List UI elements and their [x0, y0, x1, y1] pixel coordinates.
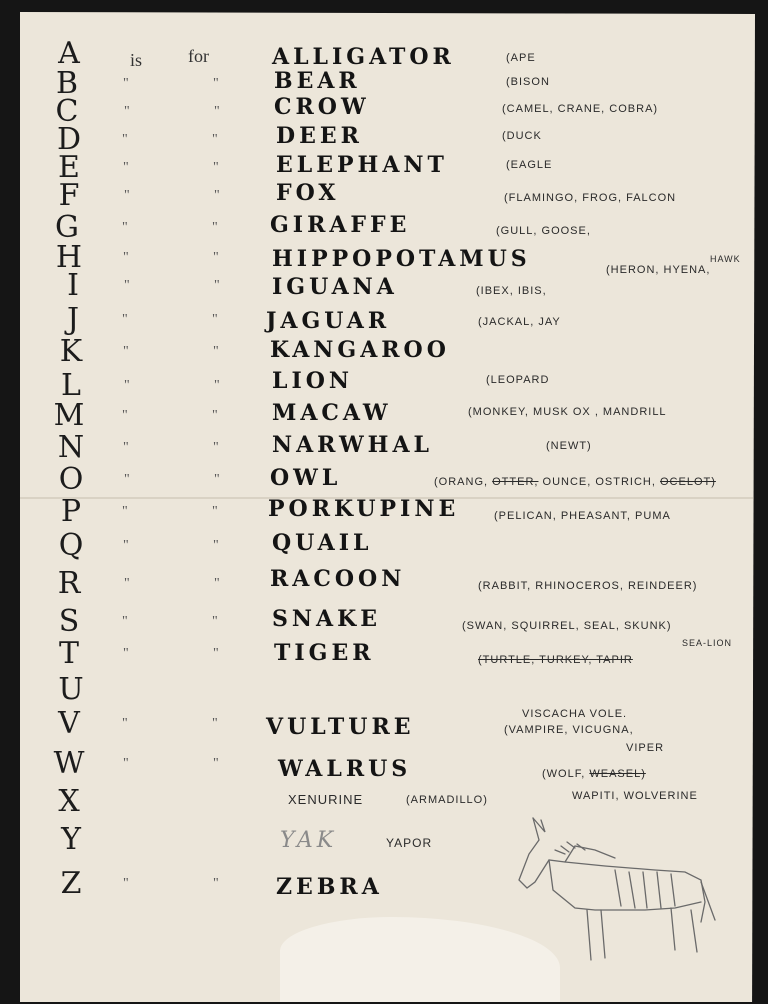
- ditto-mark: ": [122, 716, 128, 731]
- ditto-mark: ": [214, 278, 220, 293]
- ditto-mark: ": [122, 614, 128, 629]
- ditto-mark: ": [123, 538, 129, 553]
- ditto-mark: ": [123, 344, 129, 359]
- note-r: (RABBIT, RHINOCEROS, REINDEER): [478, 580, 698, 592]
- animal-vulture: VULTURE: [266, 714, 415, 740]
- letter-x: X: [58, 784, 80, 819]
- animal-elephant: ELEPHANT: [276, 152, 448, 178]
- ditto-mark: ": [123, 440, 129, 455]
- animal-jaguar: JAGUAR: [266, 308, 391, 334]
- letter-f: F: [58, 178, 80, 213]
- ditto-mark: ": [212, 716, 218, 731]
- ditto-mark: ": [214, 104, 220, 119]
- ditto-mark: ": [122, 132, 128, 147]
- ditto-mark: ": [122, 408, 128, 423]
- animal-alligator: ALLIGATOR: [272, 44, 455, 70]
- letter-j: J: [66, 302, 80, 337]
- animal-bear: BEAR: [274, 68, 361, 94]
- ditto-mark: ": [214, 378, 220, 393]
- ditto-mark: ": [213, 250, 219, 265]
- animal-kangaroo: KANGAROO: [270, 337, 450, 363]
- for-label: for: [188, 46, 209, 66]
- letter-a: A: [58, 36, 80, 71]
- ditto-mark: ": [123, 646, 129, 661]
- letter-z: Z: [60, 866, 82, 901]
- note-v-top: VISCACHA VOLE.: [522, 708, 628, 720]
- ditto-mark: ": [123, 160, 129, 175]
- animal-iguana: IGUANA: [272, 274, 398, 300]
- animal-quail: QUAIL: [272, 530, 373, 556]
- note-w-part1: (WOLF,: [542, 768, 586, 780]
- ditto-mark: ": [214, 576, 220, 591]
- is-label: is: [130, 50, 143, 70]
- animal-deer: DEER: [276, 123, 363, 149]
- animal-yak: YAK: [280, 828, 338, 853]
- note-p: (PELICAN, PHEASANT, PUMA: [494, 510, 671, 522]
- note-w-top: [542, 768, 646, 780]
- ditto-mark: ": [212, 614, 218, 629]
- note-n: (NEWT): [546, 440, 592, 452]
- animal-porkupine: PORKUPINE: [268, 496, 460, 522]
- note-l: (LEOPARD: [486, 374, 550, 386]
- note-w-struck: WEASEL): [589, 768, 646, 780]
- note-c: (CAMEL, CRANE, COBRA): [502, 103, 659, 115]
- letter-i: I: [67, 268, 79, 303]
- note-o: [434, 476, 716, 488]
- note-h: (HERON, HYENA,: [606, 264, 711, 276]
- letter-s: S: [58, 604, 80, 639]
- ditto-mark: ": [213, 160, 219, 175]
- note-o-struck: OTTER,: [492, 476, 539, 488]
- ditto-mark: ": [213, 76, 219, 91]
- letter-u: U: [58, 672, 84, 707]
- ditto-mark: ": [213, 440, 219, 455]
- note-d: (DUCK: [502, 130, 542, 142]
- ditto-mark: ": [212, 312, 218, 327]
- letter-q: Q: [58, 528, 84, 563]
- letter-e: E: [58, 150, 80, 185]
- note-i: (IBEX, IBIS,: [476, 285, 547, 297]
- letter-g: G: [55, 210, 79, 245]
- note-w-bot: WAPITI, WOLVERINE: [572, 790, 698, 802]
- note-e: (EAGLE: [506, 159, 553, 171]
- animal-hippopotamus: HIPPOPOTAMUS: [272, 246, 531, 272]
- note-o-struck2: OCELOT): [660, 476, 716, 488]
- letter-m: M: [53, 398, 85, 433]
- ditto-mark: ": [213, 538, 219, 553]
- ditto-mark: ": [123, 756, 129, 771]
- animal-fox: FOX: [276, 180, 340, 206]
- letter-o: O: [58, 462, 84, 497]
- ditto-mark: ": [213, 876, 219, 891]
- ditto-mark: ": [214, 188, 220, 203]
- ditto-mark: ": [124, 104, 130, 119]
- ditto-mark: ": [212, 220, 218, 235]
- animal-owl: OWL: [270, 465, 342, 491]
- animal-xenurine: XENURINE: [288, 792, 364, 807]
- animal-racoon: RACOON: [270, 566, 406, 592]
- note-x: (ARMADILLO): [406, 794, 488, 806]
- ditto-mark: ": [212, 408, 218, 423]
- note-s-sealion: SEA-LION: [682, 638, 733, 648]
- ditto-mark: ": [124, 576, 130, 591]
- note-y: YAPOR: [386, 836, 433, 850]
- ditto-mark: ": [122, 312, 128, 327]
- ditto-mark: ": [122, 504, 128, 519]
- animal-macaw: MACAW: [272, 400, 392, 426]
- note-a: (APE: [506, 52, 536, 64]
- letter-d: D: [56, 122, 82, 157]
- letter-w: W: [53, 746, 85, 781]
- animal-narwhal: NARWHAL: [272, 432, 434, 458]
- note-g: (GULL, GOOSE,: [496, 225, 591, 237]
- ditto-mark: ": [212, 132, 218, 147]
- animal-giraffe: GIRAFFE: [270, 212, 411, 238]
- ditto-mark: ": [214, 472, 220, 487]
- note-o-part2: OUNCE, OSTRICH,: [542, 476, 656, 488]
- animal-walrus: WALRUS: [278, 756, 412, 782]
- letter-t: T: [58, 636, 79, 671]
- ditto-mark: ": [123, 76, 129, 91]
- letter-r: R: [57, 566, 81, 601]
- note-m: (MONKEY, MUSK OX , MANDRILL: [468, 406, 667, 418]
- note-j: (JACKAL, JAY: [478, 316, 561, 328]
- ditto-mark: ": [213, 646, 219, 661]
- note-v-bot: VIPER: [626, 742, 665, 754]
- note-t: (TURTLE, TURKEY, TAPIR: [478, 654, 633, 666]
- animal-tiger: TIGER: [274, 640, 375, 666]
- ditto-mark: ": [213, 344, 219, 359]
- animal-zebra: ZEBRA: [276, 874, 383, 900]
- zebra-sketch: [505, 810, 725, 970]
- ditto-mark: ": [124, 278, 130, 293]
- letter-y: Y: [61, 822, 81, 857]
- animal-lion: LION: [272, 368, 354, 394]
- letter-p: P: [60, 494, 82, 529]
- letter-h: H: [55, 240, 83, 275]
- ditto-mark: ": [122, 220, 128, 235]
- letter-c: C: [55, 94, 79, 129]
- ditto-mark: ": [124, 472, 130, 487]
- letter-l: L: [61, 368, 81, 403]
- ditto-mark: ": [212, 504, 218, 519]
- ditto-mark: ": [213, 756, 219, 771]
- ditto-mark: ": [124, 378, 130, 393]
- letter-b: B: [55, 66, 79, 101]
- note-v-mid: (VAMPIRE, VICUGNA,: [504, 724, 634, 736]
- animal-crow: CROW: [274, 94, 370, 120]
- note-b: (BISON: [506, 76, 550, 88]
- animal-snake: SNAKE: [272, 606, 381, 632]
- note-h-hawk: HAWK: [710, 254, 741, 264]
- note-s: (SWAN, SQUIRREL, SEAL, SKUNK): [462, 620, 672, 632]
- note-f: (FLAMINGO, FROG, FALCON: [504, 192, 677, 204]
- ditto-mark: ": [124, 188, 130, 203]
- letter-n: N: [57, 430, 85, 465]
- letter-v: V: [58, 706, 80, 741]
- note-o-part1: (ORANG,: [434, 476, 489, 488]
- ditto-mark: ": [123, 250, 129, 265]
- letter-k: K: [59, 334, 83, 369]
- ditto-mark: ": [123, 876, 129, 891]
